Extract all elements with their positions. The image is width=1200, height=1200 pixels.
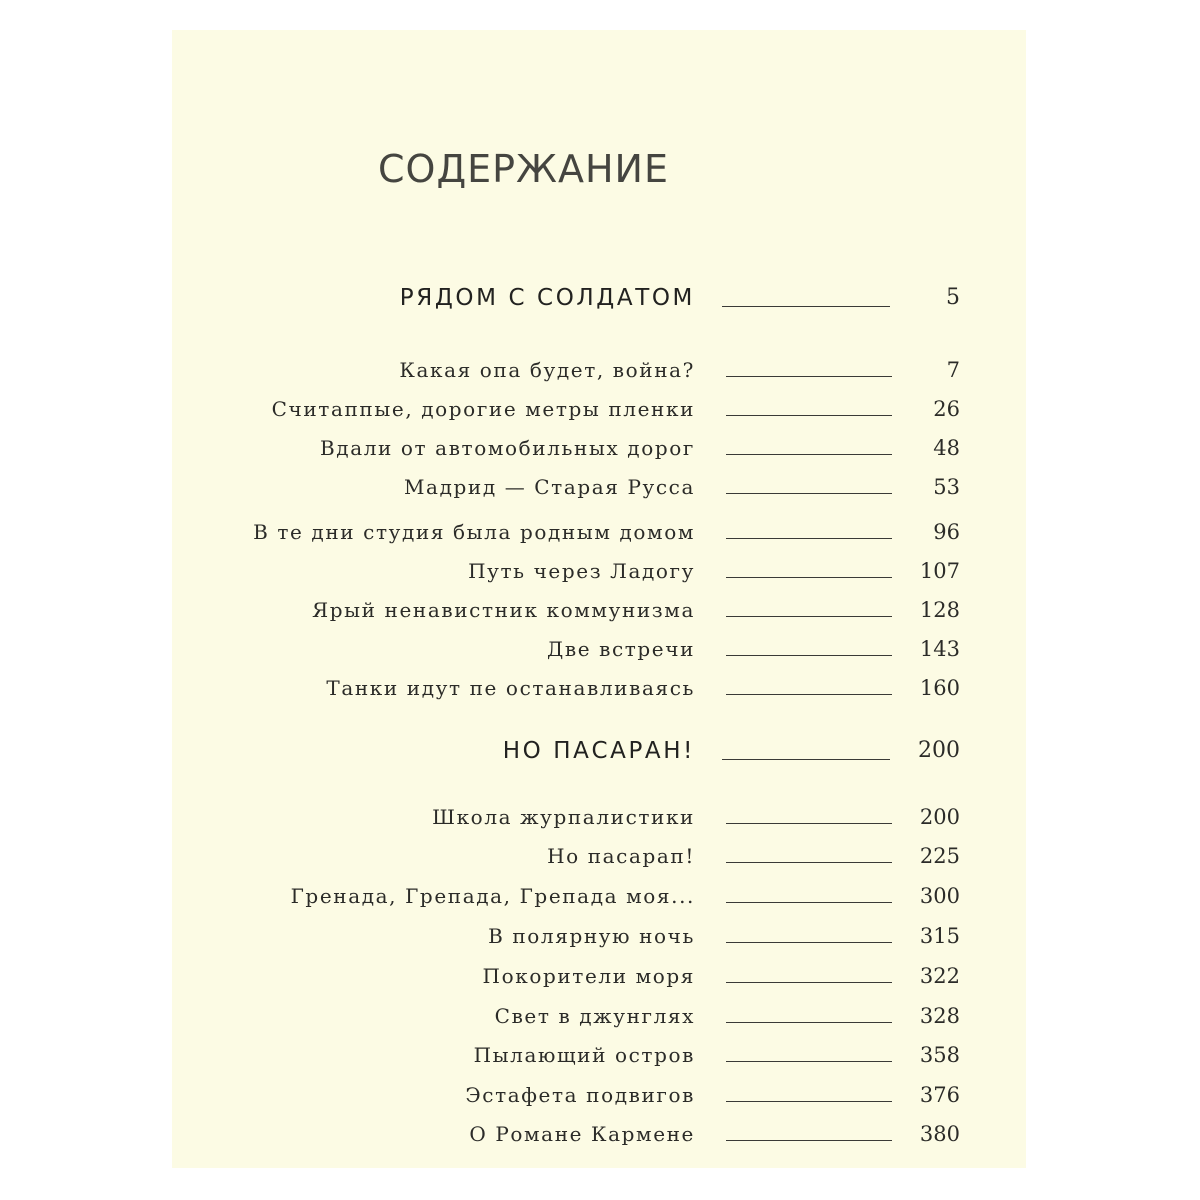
page-number: 358 [919,1043,960,1067]
page-number: 5 [946,285,960,310]
toc-entry [0,632,1200,666]
leader-line [726,1140,892,1141]
leader-line [726,616,892,617]
entry-title: В полярную ночь [488,924,695,948]
entry-title: Покорители моря [482,964,695,988]
entry-title: О Романе Кармене [469,1122,695,1146]
toc-entry [0,431,1200,465]
page-title: СОДЕРЖАНИЕ [378,147,669,191]
toc-section-heading [0,281,1200,315]
page-number: 96 [933,520,960,544]
page-number: 48 [933,436,960,460]
leader-line [722,759,890,760]
leader-line [726,862,892,863]
page-number: 376 [919,1083,960,1107]
entry-title: Эстафета подвигов [465,1083,695,1107]
page-number: 53 [933,475,960,499]
leader-line [726,655,892,656]
leader-line [726,942,892,943]
section-title: НО ПАСАРАН! [502,738,695,764]
toc-entry [0,839,1200,873]
toc-entry [0,515,1200,549]
toc-entry [0,392,1200,426]
page-number: 143 [919,637,960,661]
leader-line [726,493,892,494]
entry-title: Мадрид — Старая Русса [403,475,695,499]
leader-line [726,1061,892,1062]
page-number: 107 [919,559,960,583]
toc-section-heading [0,734,1200,768]
page-number: 380 [919,1122,960,1146]
page-number: 328 [919,1004,960,1028]
toc-entry [0,671,1200,705]
leader-line [726,415,892,416]
page-number: 128 [919,598,960,622]
leader-line [726,538,892,539]
toc-entry [0,959,1200,993]
toc-entry [0,1038,1200,1072]
entry-title: Пылающий остров [473,1043,695,1067]
page-number: 300 [919,884,960,908]
toc-entry [0,999,1200,1033]
toc-entry [0,353,1200,387]
toc-entry [0,470,1200,504]
toc-entry [0,800,1200,834]
leader-line [726,454,892,455]
entry-title: В те дни студия была родным домом [253,520,695,544]
entry-title: Вдали от автомобильных дорог [319,436,695,460]
entry-title: Свет в джунглях [494,1004,695,1028]
toc-entry [0,593,1200,627]
entry-title: Путь через Ладогу [468,559,695,583]
entry-title: Танки идут пе останавливаясь [326,676,695,700]
entry-title: Гренада, Грепада, Грепада моя... [290,884,695,908]
page-number: 225 [919,844,960,868]
page-number: 26 [933,397,960,421]
section-title: РЯДОМ С СОЛДАТОМ [399,285,695,311]
leader-line [726,577,892,578]
entry-title: Школа журпалистики [432,805,695,829]
leader-line [726,376,892,377]
toc-entry [0,554,1200,588]
page-number: 7 [946,358,960,382]
toc-entry [0,919,1200,953]
entry-title: Две встречи [546,637,695,661]
page-number: 160 [919,676,960,700]
toc-entry [0,1078,1200,1112]
toc-entry [0,1117,1200,1151]
entry-title: Но пасарап! [547,844,695,868]
leader-line [726,1101,892,1102]
page-number: 200 [919,805,960,829]
toc-entry [0,879,1200,913]
leader-line [726,982,892,983]
leader-line [722,306,890,307]
leader-line [726,694,892,695]
leader-line [726,1022,892,1023]
entry-title: Какая опа будет, война? [399,358,695,382]
leader-line [726,823,892,824]
entry-title: Считаппые, дорогие метры пленки [271,397,695,421]
page-number: 322 [919,964,960,988]
page-number: 315 [919,924,960,948]
entry-title: Ярый ненавистник коммунизма [311,598,695,622]
page-number: 200 [918,738,960,763]
leader-line [726,902,892,903]
